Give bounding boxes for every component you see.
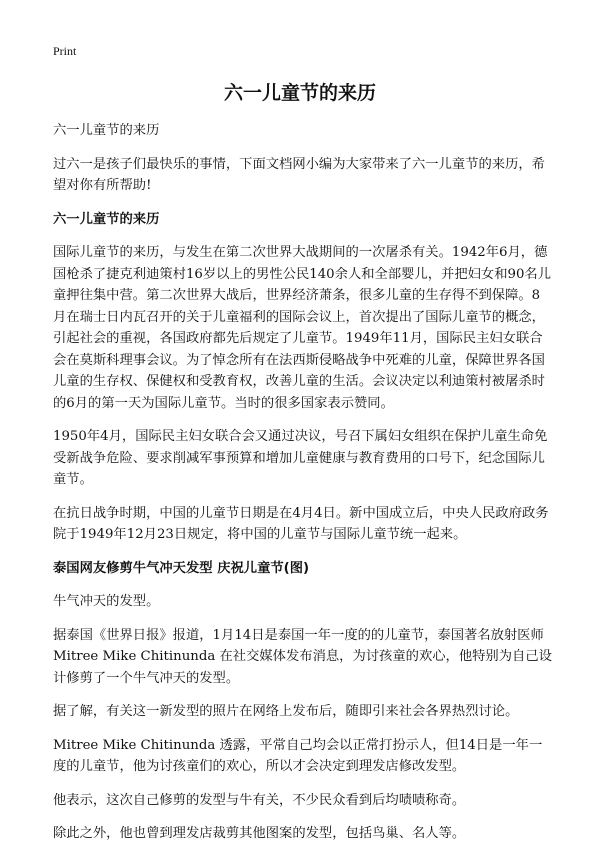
paragraph: 据泰国《世界日报》报道，1月14日是泰国一年一度的的儿童节，泰国著名放射医师Mitree Mike Chitinunda 在社交媒体发布消息，为讨孩童的欢心，他特别为自己设计修剪了一个牛气冲天的发型。 (53, 627, 552, 686)
paragraph: 在抗日战争时期，中国的儿童节日期是在4月4日。新中国成立后，中央人民政府政务院于1949年12月23日规定，将中国的儿童节与国际儿童节统一起来。 (53, 505, 549, 542)
article-body (53, 120, 553, 857)
paragraph: 1950年4月，国际民主妇女联合会又通过决议，号召下属妇女组织在保护儿童生命免受新战争危险、要求削减军事预算和增加儿童健康与教育费用的口号下，纪念国际儿童节。 (53, 429, 548, 487)
paragraph: 据了解，有关这一新发型的照片在网络上发布后，随即引来社会各界热烈讨论。 (53, 704, 519, 719)
section-heading-history: 六一儿童节的来历 (53, 211, 160, 227)
paragraph: 他表示，这次自己修剪的发型与牛有关，不少民众看到后均啧啧称奇。 (53, 792, 466, 808)
intro-paragraph: 过六一是孩子们最快乐的事情，下面文档网小编为大家带来了六一儿童节的来历，希望对你有所帮助! (53, 156, 545, 193)
article-subtitle: 六一儿童节的来历 (53, 123, 160, 138)
section-heading-thailand: 泰国网友修剪牛气冲天发型 庆祝儿童节(图) (53, 560, 310, 576)
paragraph: 牛气冲天的发型。 (53, 594, 160, 609)
paragraph: Mitree Mike Chitinunda 透露，平常自己均会以正常打扮示人，但14日是一年一度的儿童节，他为讨孩童们的欢心，所以才会决定到理发店修改发型。 (53, 737, 543, 774)
print-link[interactable]: Print (53, 44, 77, 58)
page-title: 六一儿童节的来历 (223, 82, 376, 104)
paragraph: 国际儿童节的来历，与发生在第二次世界大战期间的一次屠杀有关。1942年6月，德国枪杀了捷克利迪策村16岁以上的男性公民140余人和全部婴儿，并把妇女和90名儿童押往集中营。第二次世界大战后，世界经济萧条，很多儿童的生存得不到保障。8月在瑞士日内瓦召开的关于儿童福利的国际会议上，首次提出了国际儿童节的概念，引起社会的重视，各国政府都先后规定了儿童节。1949年11月，国际民主妇女联合会在莫斯科理事会议。为了悼念所有在法西斯侵略战争中死难的儿童，保障世界各国儿童的生存权、保健权和受教育权，改善儿童的生活。会议决定以利迪策村被屠杀时的6月的第一天为国际儿童节。当时的很多国家表示赞同。 (53, 245, 552, 411)
paragraph: 除此之外，他也曾到理发店裁剪其他图案的发型，包括鸟巢、名人等。 (53, 826, 466, 841)
